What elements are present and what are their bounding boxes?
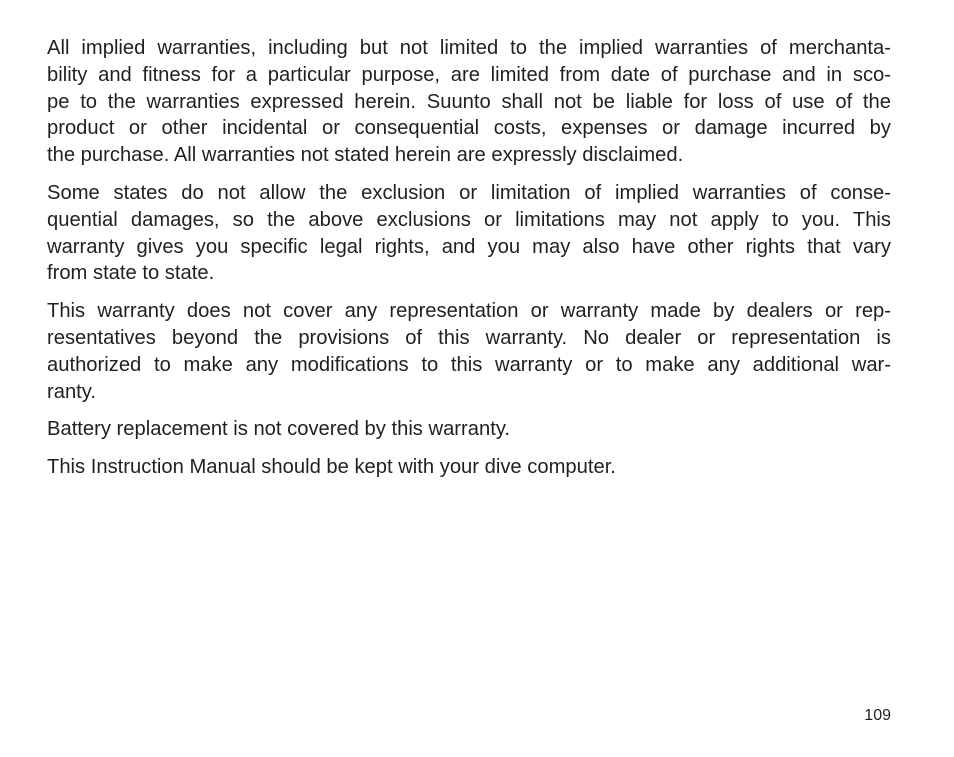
paragraph-line: ranty. xyxy=(47,380,96,403)
paragraph-line: bility and fitness for a particular purpose, are limited from date of purchase and in sco- xyxy=(47,63,891,86)
page-number: 109 xyxy=(864,707,891,724)
paragraph-line: the purchase. All warranties not stated herein are expressly disclaimed. xyxy=(47,144,684,167)
paragraph-line: Some states do not allow the exclusion or limitation of implied warranties of conse- xyxy=(47,181,891,204)
implied-warranties-paragraph xyxy=(47,35,891,169)
paragraph-line: quential damages, so the above exclusions or limitations may not apply to you. This xyxy=(47,208,891,231)
paragraph-line: This warranty does not cover any representation or warranty made by dealers or rep- xyxy=(47,300,891,323)
document-page xyxy=(47,35,891,492)
paragraph-line: warranty gives you specific legal rights, and you may also have other rights that vary xyxy=(47,235,891,258)
battery-replacement-note: Battery replacement is not covered by this warranty. xyxy=(47,418,511,441)
manual-keeping-note: This Instruction Manual should be kept with your dive computer. xyxy=(47,456,616,479)
paragraph-line: pe to the warranties expressed herein. Suunto shall not be liable for loss of use of the xyxy=(47,90,891,113)
paragraph-line: from state to state. xyxy=(47,262,215,285)
paragraph-line: All implied warranties, including but not limited to the implied warranties of merchanta- xyxy=(47,37,891,59)
paragraph-line: product or other incidental or consequential costs, expenses or damage incurred by xyxy=(47,117,891,140)
paragraph-line: authorized to make any modifications to this warranty or to make any additional war- xyxy=(47,353,891,376)
dealer-representation-paragraph xyxy=(47,298,891,405)
state-rights-paragraph xyxy=(47,180,891,287)
paragraph-line: resentatives beyond the provisions of this warranty. No dealer or representation is xyxy=(47,326,891,349)
